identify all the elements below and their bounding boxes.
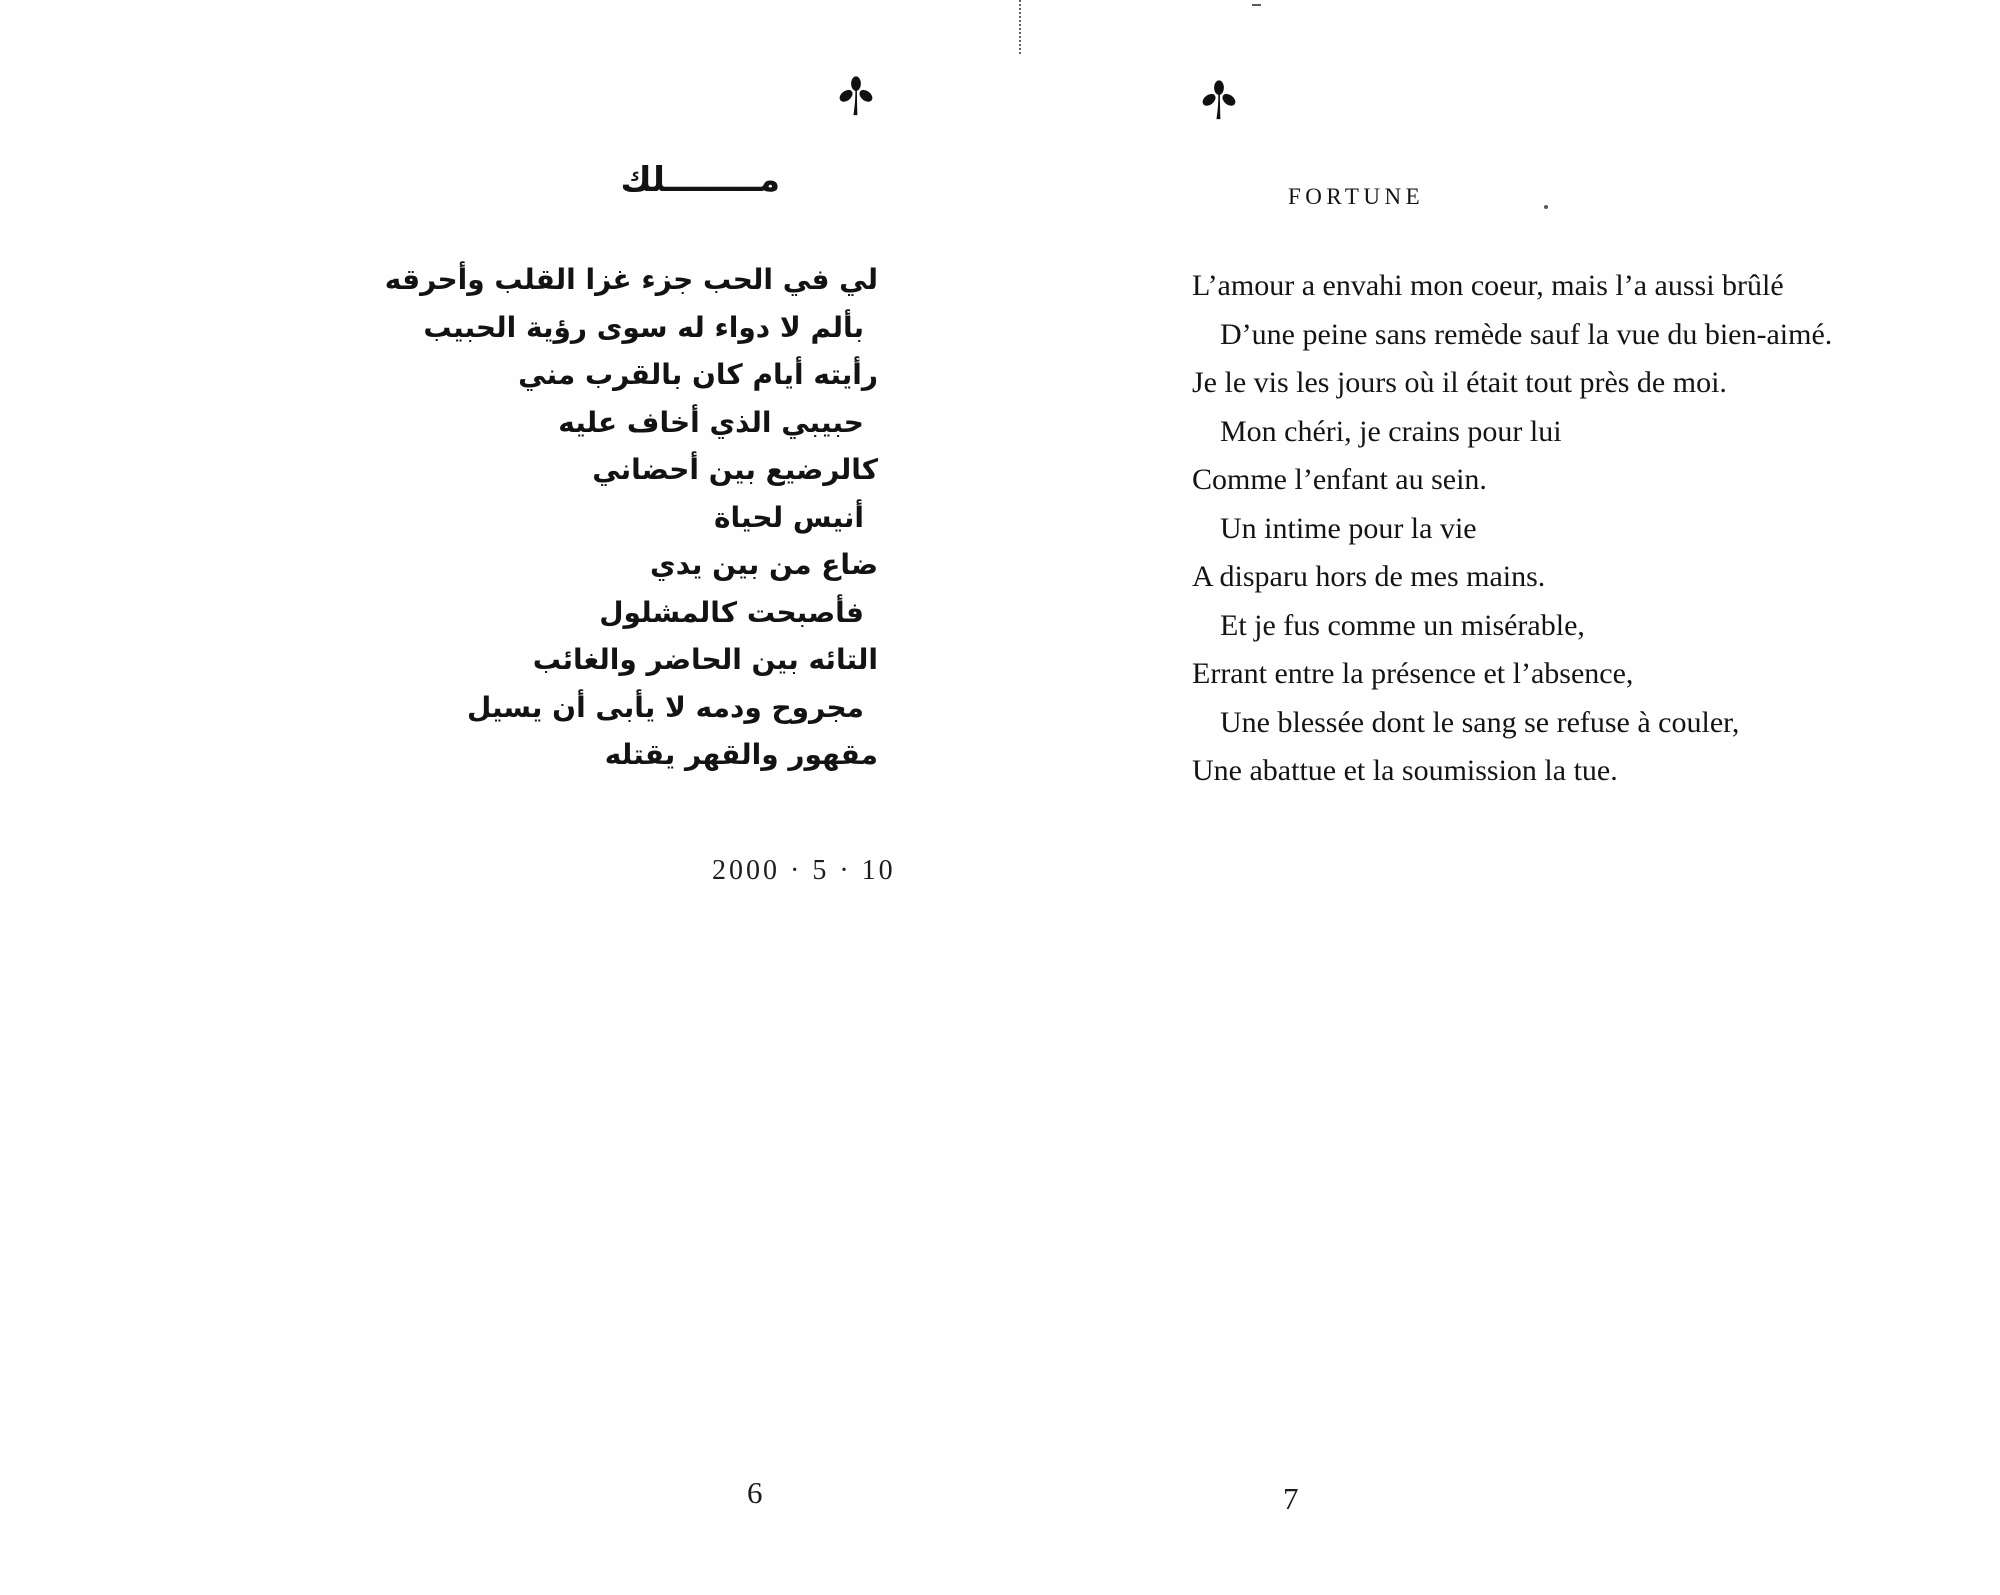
- fleuron-icon: [1201, 80, 1237, 122]
- arabic-poem-line: مجروح ودمه لا يأبى أن يسيل: [467, 690, 864, 724]
- french-poem-line: Une abattue et la soumission la tue.: [1192, 754, 1618, 787]
- french-poem-line: Comme l’enfant au sein.: [1192, 463, 1487, 496]
- arabic-poem-line: حبيبي الذي أخاف عليه: [558, 405, 864, 439]
- arabic-poem-line: مقهور والقهر يقتله: [604, 738, 878, 771]
- french-poem-title: FORTUNE: [1288, 184, 1425, 209]
- arabic-poem-line: رأيته أيام كان بالقرب مني: [518, 358, 878, 391]
- gutter-dotted-mark: [1019, 0, 1021, 54]
- arabic-poem-line: كالرضيع بين أحضاني: [592, 453, 878, 486]
- fleuron-icon: [838, 76, 874, 118]
- arabic-poem-line: فأصبحت كالمشلول: [599, 595, 864, 629]
- french-poem-line: Mon chéri, je crains pour lui: [1220, 414, 1562, 448]
- arabic-poem-line: لي في الحب جزء غزا القلب وأحرقه: [384, 263, 878, 296]
- page-number-left: 6: [747, 1475, 763, 1510]
- french-poem-line: Une blessée dont le sang se refuse à couler,: [1220, 705, 1740, 739]
- french-poem-line: Un intime pour la vie: [1220, 511, 1477, 545]
- french-poem-line: Errant entre la présence et l’absence,: [1192, 657, 1634, 690]
- arabic-poem-title: مــــــــلك: [620, 160, 780, 200]
- arabic-poem-line: بألم لا دواء له سوى رؤية الحبيب: [423, 310, 864, 344]
- scan-speck: [1252, 4, 1261, 6]
- scan-speck: [1544, 205, 1548, 209]
- french-poem-line: D’une peine sans remède sauf la vue du bien-aimé.: [1220, 317, 1833, 351]
- french-poem: [1192, 262, 1872, 796]
- arabic-poem-line: التائه بين الحاضر والغائب: [532, 643, 878, 676]
- french-poem-line: Je le vis les jours où il était tout près de moi.: [1192, 366, 1727, 399]
- french-poem-line: Et je fus comme un misérable,: [1220, 608, 1585, 642]
- french-poem-line: A disparu hors de mes mains.: [1192, 560, 1546, 593]
- arabic-poem-line: ضاع من بين يدي: [650, 548, 878, 581]
- french-poem-line: L’amour a envahi mon coeur, mais l’a aussi brûlé: [1192, 269, 1784, 302]
- arabic-poem: [384, 256, 878, 779]
- arabic-poem-line: أنيس لحياة: [713, 500, 864, 534]
- poem-date: 2000 · 5 · 10: [712, 855, 896, 886]
- page-number-right: 7: [1283, 1481, 1299, 1516]
